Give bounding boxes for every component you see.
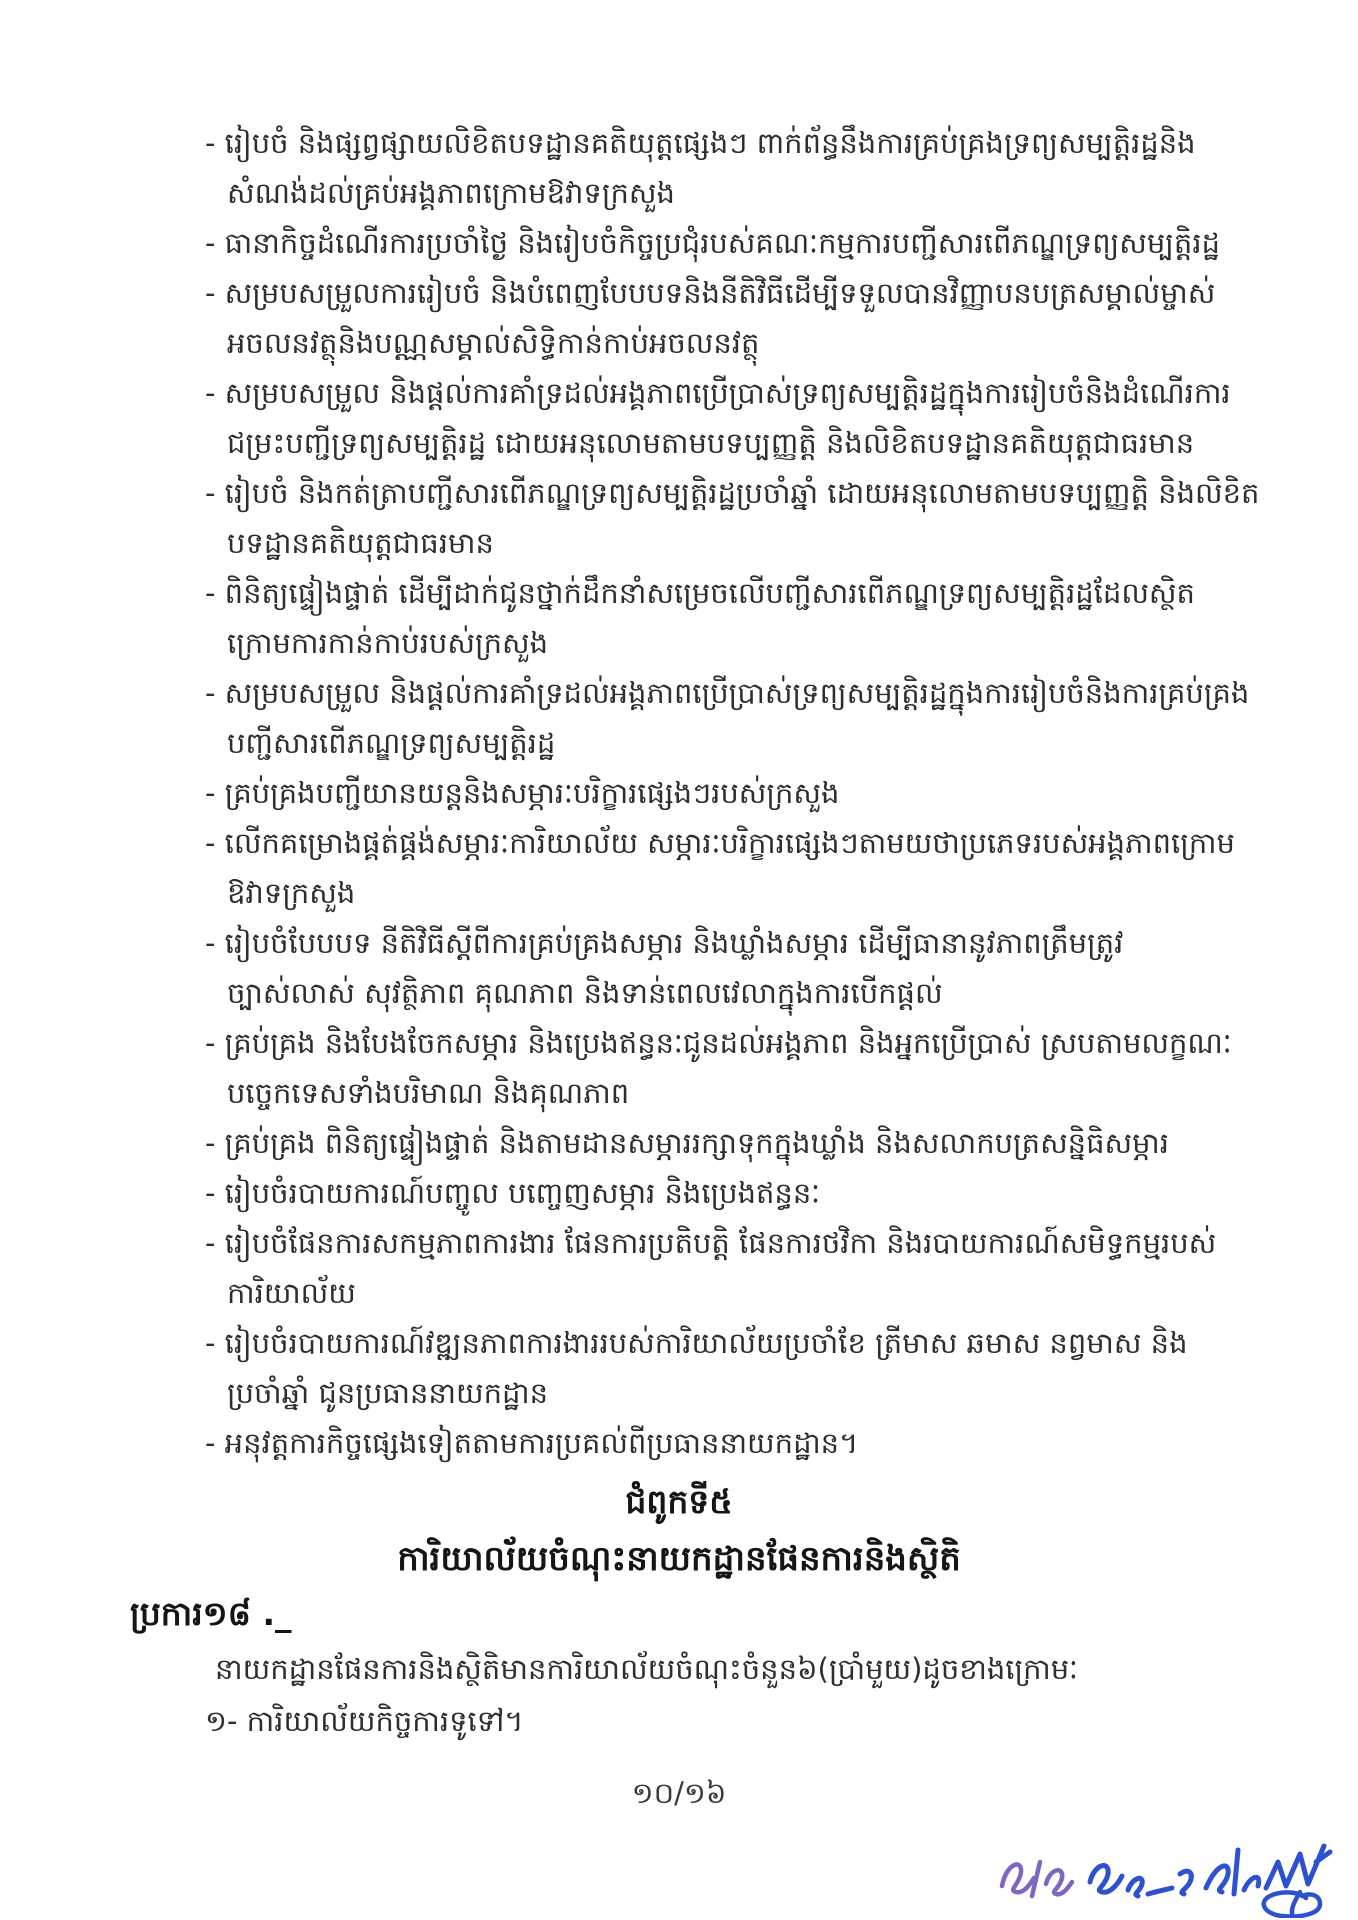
- bullet-line: - លើកគម្រោងផ្គត់ផ្គង់សម្ភារៈការិយាល័យ សម្ភារៈបរិក្ខារផ្សេងៗតាមយថាប្រភេទរបស់អង្គភាពក្រោម: [205, 826, 1235, 860]
- bullet-line: - គ្រប់គ្រងបញ្ជីយានយន្តនិងសម្ភារៈបរិក្ខារផ្សេងៗរបស់ក្រសួង: [205, 776, 840, 810]
- bullet-line: - រៀបចំរបាយការណ៍បញ្ចូល បញ្ចេញសម្ភារ និងប្រេងឥន្ធនៈ: [205, 1176, 821, 1210]
- page-number: ១០/១៦: [631, 1776, 727, 1810]
- bullet-line: - សម្របសម្រួល និងផ្តល់ការគាំទ្រដល់អង្គភាពប្រើប្រាស់ទ្រព្យសម្បត្តិរដ្ឋក្នុងការរៀបចំនិងការគ្រប់គ្រង: [205, 676, 1250, 710]
- content-lines: [0, 118, 1358, 1468]
- bullet-line: - រៀបចំរបាយការណ៍វឌ្ឍនភាពការងាររបស់ការិយាល័យប្រចាំខែ ត្រីមាស ឆមាស នព្វមាស និង: [205, 1326, 1188, 1360]
- bullet-line: - ពិនិត្យផ្ទៀងផ្ទាត់ ដើម្បីដាក់ជូនថ្នាក់ដឹកនាំសម្រេចលើបញ្ជីសារពើភណ្ឌទ្រព្យសម្បត្តិរដ្ឋដែលស្ថិត: [205, 576, 1195, 610]
- continuation-line: ក្រោមការកាន់កាប់របស់ក្រសួង: [227, 626, 549, 660]
- continuation-line: បញ្ជីសារពើភណ្ឌទ្រព្យសម្បត្តិរដ្ឋ: [227, 726, 556, 760]
- article-heading: ប្រការ១៨ ._: [130, 1594, 292, 1633]
- continuation-line: សំណង់ដល់គ្រប់អង្គភាពក្រោមឱវាទក្រសួង: [227, 176, 675, 210]
- section-title: ការិយាល័យចំណុះនាយកដ្ឋានផែនការនិងស្ថិតិ: [397, 1539, 961, 1579]
- article-intro: នាយកដ្ឋានផែនការនិងស្ថិតិមានការិយាល័យចំណុះចំនួន៦(ប្រាំមួយ)ដូចខាងក្រោមៈ: [215, 1652, 1078, 1686]
- numbered-list-item: ១- ការិយាល័យកិច្ចការទូទៅ។: [205, 1704, 524, 1738]
- continuation-line: ការិយាល័យ: [227, 1276, 356, 1310]
- continuation-line: ឱវាទក្រសួង: [227, 876, 356, 910]
- bullet-line: - គ្រប់គ្រង និងបែងចែកសម្ភារ និងប្រេងឥន្ធនៈជូនដល់អង្គភាព និងអ្នកប្រើប្រាស់ ស្របតាមលក្ខណៈ: [205, 1026, 1232, 1060]
- continuation-line: ច្បាស់លាស់ សុវត្ថិភាព គុណភាព និងទាន់ពេលវេលាក្នុងការបើកផ្តល់: [227, 976, 943, 1010]
- bullet-line: - រៀបចំ និងកត់ត្រាបញ្ជីសារពើភណ្ឌទ្រព្យសម្បត្តិរដ្ឋប្រចាំឆ្នាំ ដោយអនុលោមតាមបទប្បញ្ញត្តិ និងលិខិត: [205, 476, 1260, 510]
- continuation-line: បច្ចេកទេសទាំងបរិមាណ និងគុណភាព: [227, 1076, 630, 1110]
- bullet-line: - រៀបចំផែនការសកម្មភាពការងារ ផែនការប្រតិបត្តិ ផែនការថវិកា និងរបាយការណ៍សមិទ្ធកម្មរបស់: [205, 1226, 1217, 1260]
- bullet-line: - សម្របសម្រួលការរៀបចំ និងបំពេញបែបបទនិងនីតិវិធីដើម្បីទទួលបានវិញ្ញាបនបត្រសម្គាល់ម្ចាស់: [205, 276, 1216, 310]
- continuation-line: បទដ្ឋានគតិយុត្តជាធរមាន: [227, 526, 494, 560]
- continuation-line: អចលនវត្ថុនិងបណ្ណសម្គាល់សិទ្ធិកាន់កាប់អចលនវត្ថុ: [227, 326, 760, 360]
- continuation-line: ប្រចាំឆ្នាំ ជូនប្រធាននាយកដ្ឋាន: [227, 1376, 549, 1410]
- chapter-title: ជំពូកទី៥: [625, 1482, 733, 1521]
- bullet-line: - អនុវត្តការកិច្ចផ្សេងទៀតតាមការប្រគល់ពីប្រធាននាយកដ្ឋាន។: [205, 1426, 859, 1460]
- bullet-line: - រៀបចំ និងផ្សព្វផ្សាយលិខិតបទដ្ឋានគតិយុត្តផ្សេងៗ ពាក់ព័ន្ធនឹងការគ្រប់គ្រងទ្រព្យសម្បត្តិរដ្ឋនិង: [205, 126, 1196, 160]
- bullet-line: - គ្រប់គ្រង ពិនិត្យផ្ទៀងផ្ទាត់ និងតាមដានសម្ភាររក្សាទុកក្នុងឃ្លាំង និងសលាកបត្រសន្និធិសម្ភារ: [205, 1126, 1169, 1160]
- continuation-line: ជម្រះបញ្ជីទ្រព្យសម្បត្តិរដ្ឋ ដោយអនុលោមតាមបទប្បញ្ញត្តិ និងលិខិតបទដ្ឋានគតិយុត្តជាធរមាន: [227, 426, 1195, 460]
- handwritten-signature-ink: [994, 1834, 1346, 1918]
- bullet-line: - រៀបចំបែបបទ នីតិវិធីស្តីពីការគ្រប់គ្រងសម្ភារ និងឃ្លាំងសម្ភារ ដើម្បីធានានូវភាពត្រឹមត្រូវ: [205, 926, 1124, 960]
- bullet-line: - ធានាកិច្ចដំណើរការប្រចាំថ្ងៃ និងរៀបចំកិច្ចប្រជុំរបស់គណៈកម្មការបញ្ជីសារពើភណ្ឌទ្រព្យសម្បត្តិរដ្ឋ: [205, 226, 1220, 260]
- bullet-line: - សម្របសម្រួល និងផ្តល់ការគាំទ្រដល់អង្គភាពប្រើប្រាស់ទ្រព្យសម្បត្តិរដ្ឋក្នុងការរៀបចំនិងដំណើរការ: [205, 376, 1231, 410]
